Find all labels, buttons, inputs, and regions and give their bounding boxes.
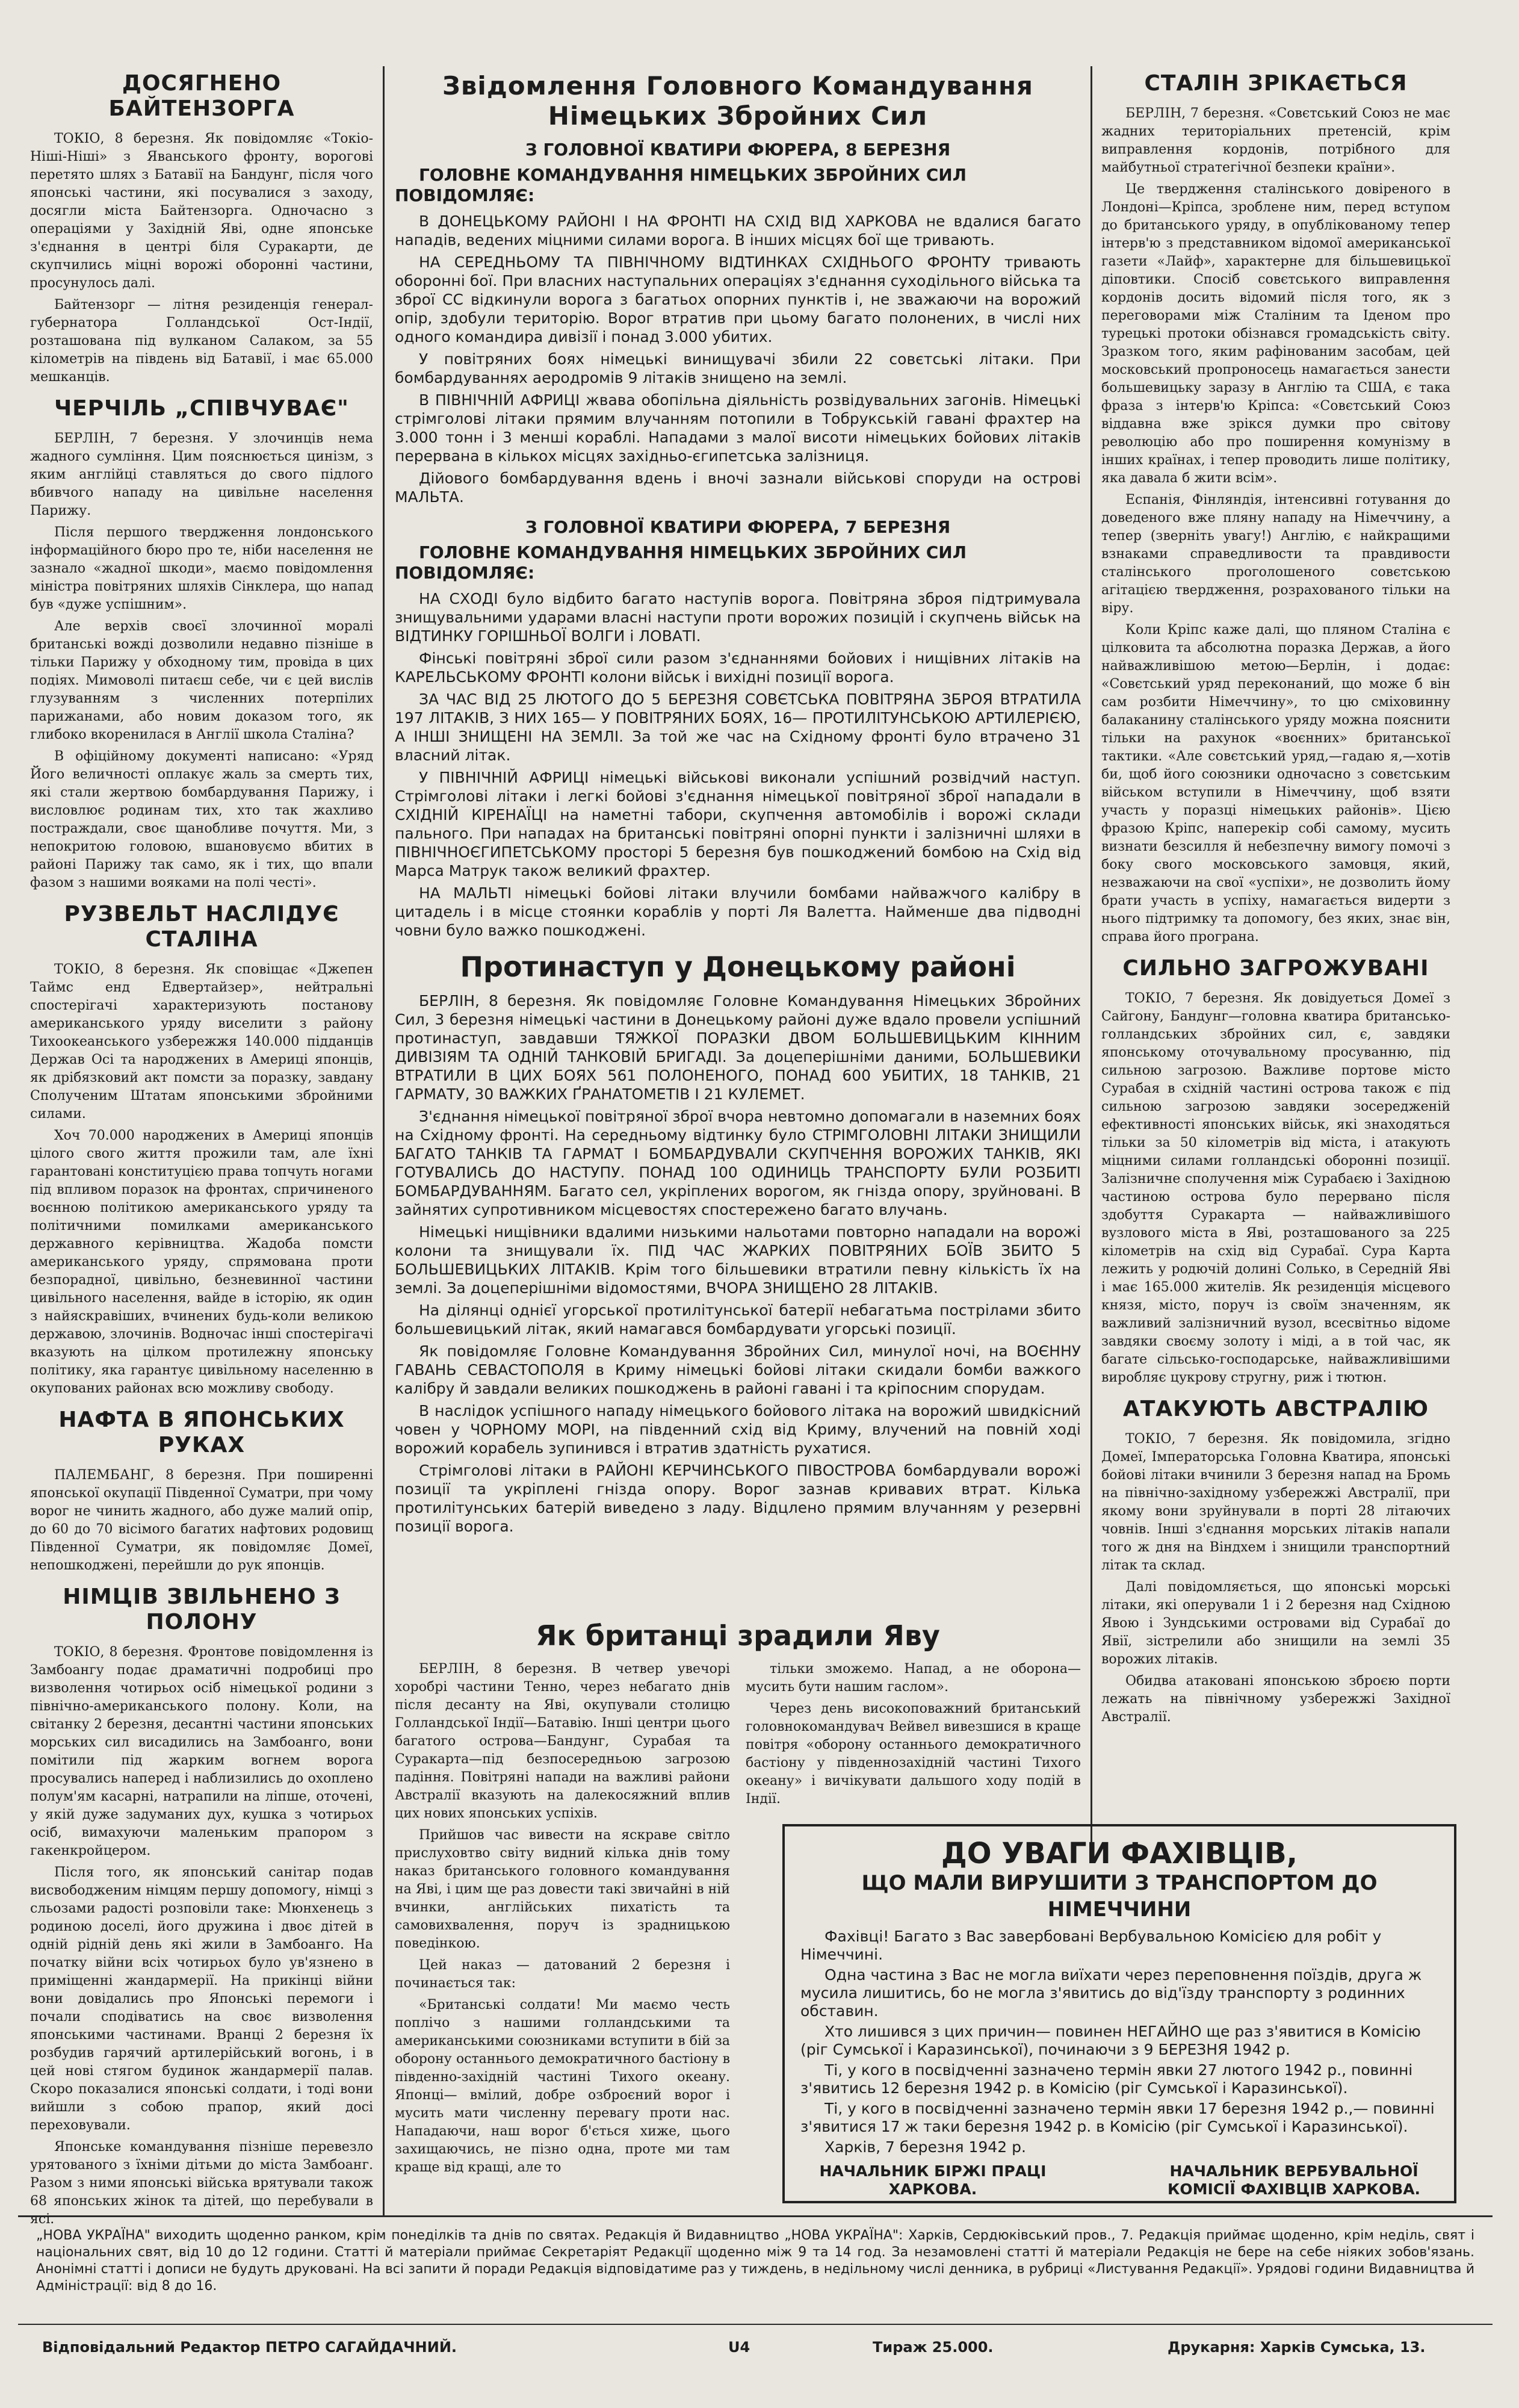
article-text: Цей наказ — датований 2 березня і починається так: [395, 1958, 730, 1991]
article-text: Еспанія, Фінляндія, інтенсивні готування до доведеного вже пляну нападу на Німеччину, а тепер (зверніть увагу!) Англію, є найкращими взнаками справедливости та правдивости сталінського проголошеного совєтською агітацією твердження, розрахованого тільки на віру. [1101, 492, 1450, 616]
right-column [1101, 71, 1450, 1835]
circulation: Тираж 25.000. [873, 2339, 994, 2356]
article-text: Японське командування пізніше перевезло урятованого з їхніми дітьми до міста Замбоанг. Разом з ними японські війська врятували також 68 японських жінок та дітей, що перебували в ясі. [30, 2140, 373, 2227]
dateline-8-march: З ГОЛОВНОЇ КВАТИРИ ФЮРЕРА, 8 БЕРЕЗНЯ [525, 140, 951, 160]
headline-oil: НАФТА В ЯПОНСЬКИХ РУКАХ [58, 1407, 345, 1457]
article-text: ТОКІО, 8 березня. Як сповіщає «Джепен Таймс енд Едвертайзер», нейтральні спостерігачі характеризують постанову американського уряду виселити з району Тихоокеанського узбережжя 140.000 підданців Держав Осі та народжених в Америці японців, як дрібязковий акт помсти за поразку, завдану Сполученим Штатам японськими збройними силами. [30, 962, 373, 1122]
communique-text: ЗА ЧАС ВІД 25 ЛЮТОГО ДО 5 БЕРЕЗНЯ СОВЄТСЬКА ПОВІТРЯНА ЗБРОЯ ВТРАТИЛА 197 ЛІТАКІВ, З НИХ 165— У ПОВІТРЯНИХ БОЯХ, 16— ПРОТИЛІТУНСЬКОЮ АРТИЛЕРІЄЮ, А ІНШІ ЗНИЩЕНІ НА ЗЕМЛІ. За той же час на Східному фронті було втрачено 31 власний літак. [395, 690, 1081, 764]
article-text: ТОКІО, 8 березня. Як повідомляє «Токіо-Ніші-Ніші» з Яванського фронту, ворогові перетято шлях з Батавії на Бандунг, після чого японські частини, які посувалися з заходу, досягли міста Байтензорга. Одночасно з операціями у Західній Яві, одне японське з'єднання в центрі біля Суракарти, де скупчились міцні ворожі оборонні частини, просунулось далі. [30, 131, 373, 291]
article-text: Німецькі нищівники вдалими низькими нальотами повторно нападали на ворожі колони та знищували їх. ПІД ЧАС ЖАРКИХ ПОВІТРЯНИХ БОЇВ ЗБИТО 5 БОЛЬШЕВИЦЬКИХ ЛІТАКІВ. Крім того більшевики втратили певну кількість їх на землі. За доцеперішніми відомостями, ВЧОРА ЗНИЩЕНО 28 ЛІТАКІВ. [395, 1223, 1081, 1297]
article-text: ТОКІО, 7 березня. Як довідуеться Домеї з Сайгону, Бандунг—головна кватира британсько-голландських збройних сил, є, завдяки японському оточувальному просуванню, під сильною загрозою. Важливе портове місто Сурабая в східній частині острова також є під сильною загрозою завдяки зосередженій ефективності японських військ, які знаходяться тільки за 50 кілометрів від міста, і атакують міцними силами голландські оборонні позиції. Залізничне сполучення між Сурабаєю і Західною частиною острова було перервано після здобуття Суракарта — найважливішого вузлового міста в Яві, розташованого за 225 кілометрів на схід від Сурабаї. Сура Карта лежить у родючій долині Солько, в Середній Яві і має 165.000 жителів. Як резиденція місцевого князя, місто, поруч із своїм значенням, як важливий залізничний вузол, всесвітньо відоме завдяки своєму золоту і міді, а в той час, як багате сільсько-господарське, найважливішими виробляє цукрову стругну, риж і тютюн. [1101, 991, 1450, 1385]
article-text: В наслідок успішного нападу німецького бойового літака на ворожий швидкісний човен у ЧОРНОМУ МОРІ, на південний схід від Криму, влучений на повній ході ворожий корабель зупинився і втратив здатність рухатися. [395, 1402, 1081, 1457]
article-text: «Британські солдати! Ми маємо честь поплічо з нашими голландськими та американськими союзниками вступити в бій за оборону останнього демократичного бастіону в південно-західній частині Тихого океану. Японці— вмілий, добре озброєний ворог і мусить мати численну перевагу проти нас. Нападаючи, наш ворог б'ється хиже, цього захищаючись, не пізно одна, проте ми там краще від кращі, але то [395, 1997, 730, 2175]
article-text: Байтензорг — літня резиденція генерал-губернатора Голландської Ост-Індії, розташована під вулканом Салаком, за 55 кілометрів на південь від Батавії, і має 65.000 мешканців. [30, 297, 373, 385]
dateline-7-march: З ГОЛОВНОЇ КВАТИРИ ФЮРЕРА, 7 БЕРЕЗНЯ [525, 517, 951, 537]
article-text: Хоч 70.000 народжених в Америці японців цілого свого життя прожили там, але їхні гарантовані конституцією права топчуть ногами під впливом поразок на фронтах, спричиненого воєнною політикою американського уряду та політичними помилками американського державного керівництва. Жадоба помсти американського уряду, спрямована проти безпорадної, цивільно, безневинної частини цивільного населення, вайде в історію, як один з найяскравіших, вчинених будь-коли великою державою, злочинів. Водночас інші спостерігачі вказують на цілком протилежну японську політику, яка гарантує цивільному населенню в окупованих районах всю можливу свободу. [30, 1128, 373, 1396]
headline-threatened: СИЛЬНО ЗАГРОЖУВАНІ [1122, 956, 1429, 981]
article-text: ПАЛЕМБАНГ, 8 березня. При поширенні японської окупації Південної Суматри, при чому ворог не чинить жадного, або дуже малий опір, до 60 до 70 вісімого багатих нафтових родовищ Південної Суматри, як повідомляє Домеї, непошкоджені, перейшли до рук японців. [30, 1468, 373, 1573]
communique-text: Дійового бомбардування вдень і вночі зазнали військові споруди на острові МАЛЬТА. [395, 470, 1081, 506]
notice-date: Харків, 7 березня 1942 р. [824, 2138, 1026, 2156]
headline-java: Як британці зрадили Яву [536, 1619, 940, 1652]
notice-text: Одна частина з Вас не могла виїхати через переповнення поїздів, друга ж мусила лишитись, бо не могла з'явитись до від'їзду транспорту з родинних обставин. [800, 1966, 1422, 2020]
column-rule-right [1091, 66, 1092, 1842]
left-column [30, 71, 373, 2227]
article-text: Стрімголові літаки в РАЙОНІ КЕРЧИНСЬКОГО ПІВОСТРОВА бомбардували ворожі позиції та укріплені гнізда опору. Ворог зазнав кривавих втрат. Кілька протилітунських батерій виведено з ладу. Відцлено прямим влучанням у резервні позиції ворога. [395, 1462, 1081, 1535]
communique-text: У ПІВНІЧНІЙ АФРИЦІ німецькі військові виконали успішний розвідчий наступ. Стрімголові літаки і легкі бойові з'єднання німецької повітряної зброї нападали в СХІДНІЙ КІРЕНАЇЦІ на наметні табори, скупчення автомобілів і ворожі склади пального. При нападах на британські повітряні опорні пункти і залізничні шляхи в ПІВНІЧНОЄГИПЕТСЬКОМУ просторі 5 березня був пошкоджений бомбою на Схід від Марса Матрук також великий фрахтер. [395, 769, 1081, 880]
article-text: Обидва атаковані японською зброєю порти лежать на північному узбережжі Західної Австралії. [1101, 1674, 1450, 1725]
notice-text: Хто лишився з цих причин— повинен НЕГАЙНО ще раз з'явитися в Комісію (ріг Сумської і Каразинської), починаючи з 9 БЕРЕЗНЯ 1942 р. [800, 2023, 1421, 2058]
article-text: БЕРЛІН, 8 березня. В четвер увечорі хоробрі частини Тенно, через небагато днів після десанту на Яві, окупували столицю Голландської Індії—Батавію. Інші центри цього багатого острова—Бандунг, Сурабая та Суракарта—під безпосередньою загрозою падіння. Повітряні напади на важливі райони Австралії вказують на далекосяжний вплив цих нових японських успіхів. [395, 1662, 730, 1821]
article-text: Як повідомляє Головне Командування Збройних Сил, минулої ночі, на ВОЄННУ ГАВАНЬ СЕВАСТОПОЛЯ в Криму німецькі бойові літаки скидали бомби важкого калібру й завдали великих пошкоджень в районі гавані і та кріпосним спорудам. [395, 1342, 1081, 1397]
article-text: З'єднання німецької повітряної зброї вчора невтомно допомагали в наземних боях на Східному фронті. На середньому відтинку було СТРІМГОЛОВНІ ЛІТАКИ ЗНИЩИЛИ БАГАТО ТАНКІВ ТА ГАРМАТ І БОМБАРДУВАЛИ СКУПЧЕННЯ ВОРОЖИХ ТАНКІВ, ЯКІ ГОТУВАЛИСЬ ДО НАСТУПУ. ПОНАД 100 ОДИНИЦЬ ТРАНСПОРТУ БУЛИ РОЗБИТІ БОМБАРДУВАННЯМ. Багато сел, укріплених ворогом, як гнізда опору, зруйновані. В зайнятих супротивником місцевостях спостережено багато влучань. [395, 1108, 1081, 1218]
notice-subtitle: ЩО МАЛИ ВИРУШИТИ З ТРАНСПОРТОМ ДО НІМЕЧЧИНИ [861, 1871, 1378, 1922]
notice-box [782, 1824, 1456, 2203]
notice-title: ДО УВАГИ ФАХІВЦІВ, [941, 1837, 1298, 1870]
article-text: БЕРЛІН, 8 березня. Як повідомляє Головне Командування Німецьких Збройних Сил, 3 березня німецькі частини в Донецькому районі дуже вдало провели успішний протинаступ, завдавши ТЯЖКОЇ ПОРАЗКИ ДВОМ БОЛЬШЕВИЦЬКИМ КІННИМ ДИВІЗІЯМ ТА ОДНІЙ ТАНКОВІЙ БРИГАДІ. За доцеперішніми даними, БОЛЬШЕВИКИ ВТРАТИЛИ В ЦИХ БОЯХ 561 ПОЛОНЕНОГО, ПОНАД 600 УБИТИХ, 18 ТАНКІВ, 21 ГАРМАТУ, 30 ВАЖКИХ ҐРАНАТОМЕТІВ І 21 КУЛЕМЕТ. [395, 992, 1081, 1103]
article-text: БЕРЛІН, 7 березня. «Совєтський Союз не має жадних територіальних претенсій, крім виправлення кордонів, потрібного для майбутньої стратегічної безпеки країни». [1101, 106, 1450, 175]
communique-text: НА СХОДІ було відбито багато наступів ворога. Повітряна зброя підтримувала знищувальними ударами власні наступи проти ворожих позицій і скупчень військ на ВІДТИНКУ ГОРІШНЬОЇ ВОЛГИ і ЛОВАТІ. [395, 590, 1081, 645]
issue-number: U4 [728, 2339, 750, 2356]
article-text: Прийшов час вивести на яскраве світло прислуховтво світу видний кілька днів тому наказ британського головного командування на Яві, і цим ще раз довести такі звичайні в ній вчинки, англійських пихатість та самовихвалення, поруч із зрадницькою поведінкою. [395, 1828, 730, 1951]
article-text: Після того, як японський санітар подав висвободженим німцям першу допомогу, німці з сльозами радості розповіли таке: Мюнхенець з родиною доселі, його дружина і двоє дітей в одній рідній день які жили в Замбоанго. На початку війни всіх чотирьох було ув'язнено в приміщенні жандармерії. На прикінці війни вони довідались про Японські перемоги і почали сподіватись на своє визволення японськими частинами. Вранці 2 березня їх розбудив гарячий артилерійський вогонь, і в цей нові стягом будинок жандармерії палав. Скоро показалися японські солдати, і тоді вони вийшли з собою прапор, який досі переховували. [30, 1865, 373, 2133]
notice-text: Ті, у кого в посвідченні зазначено термін явки 17 березня 1942 р.,— повинні з'явитися 17 ж таки березня 1942 р. в Комісію (ріг Сумської і Каразинської). [800, 2100, 1435, 2135]
bottom-rule [18, 2324, 1493, 2325]
article-text: Коли Кріпс каже далі, що пляном Сталіна є цілковита та абсолютна поразка Держав, а його найважливішою метою—Берлін, і додає: «Совєтський уряд переконаний, що може б він сам розбити Німеччину», то цю сміховинну балаканину сталінського уряду можна пояснити тільки на рахунок «воєнних» британської тактики. «Але совєтський уряд,—гадаю я,—хотів би, щоб його союзники одночасно з совєтським військом вступили в Німеччину, щоб взяти участь у поразці німецьких районів». Цією фразою Кріпс, наперекір собі самому, мусить визнати безсилля й небезпечну вимогу помочі з боку свого московського замовця, який, незважаючи на свої «успіхи», не дозволить йому брати участь в успіху, намагається видерти з нього підтримку та допомогу, без яких, знає він, справа його програна. [1101, 622, 1450, 945]
article-text: Але верхів своєї злочинної моралі британські вожді дозволили недавно пізніше в тільки Парижу у обходному тим, провіда в цих подіях. Мимоволі питаєш себе, чи є цей вислів глузуванням з численних потерпілих парижанами, або новим доказом того, як глибоко вкоренилася в Англії школа Сталіна? [30, 619, 373, 742]
column-rule-left [383, 66, 385, 2215]
headline-donetsk: Протинаступ у Донецькому районі [460, 951, 1016, 983]
article-text: Після першого твердження лондонського інформаційного бюро про те, ніби населення не зазнало «жадної шкоди», маємо повідомлення міністра повітряних шляхів Сінклера, що напад був «дуже успішним». [30, 525, 373, 612]
notice-text: Ті, у кого в посвідченні зазначено термін явки 27 лютого 1942 р., повинні з'явитись 12 березня 1942 р. в Комісію (ріг Сумської і Каразинської). [800, 2061, 1413, 2097]
communique-text: У повітряних боях німецькі винищувачі збили 22 совєтські літаки. При бомбардуваннях аеродромів 9 літаків знищено на землі. [395, 350, 1081, 386]
article-text: Це твердження сталінського довіреного в Лондоні—Кріпса, зроблене ним, перед вступом до британського уряду, в опублікованому тепер інтерв'ю з представником відомої американської газети «Лайф», характерне для більшевицької діповтики. Спосіб совєтського виправлення кордонів досить відомий після того, як з переговорами між Сталіним та Іденом про турецькі протоки обізнався громадськість світу. Зразком того, яким рафінованим засобам, цей московський пропроносець намагається занести большевицьку заразу в Англію та США, є така фраза з інтерв'ю Кріпса: «Совєтський Союз віддавна вже зрікся думки про світову революцію або про поширення комунізму в інших країнах, і тепер проводить лише політику, яка давала б жити всім». [1101, 182, 1450, 486]
headline-bayten: ДОСЯГНЕНО БАЙТЕНЗОРГА [108, 71, 295, 121]
printer-line: Друкарня: Харків Сумська, 13. [1168, 2339, 1426, 2356]
article-text: БЕРЛІН, 7 березня. У злочинців нема жадного сумління. Цим пояснюється цинізм, з яким англійці ставляться до свого підлого вбивчого нападу на цивільне населення Парижу. [30, 431, 373, 518]
lead-command: ГОЛОВНЕ КОМАНДУВАННЯ НІМЕЦЬКИХ ЗБРОЙНИХ СИЛ ПОВІДОМЛЯЄ: [395, 165, 967, 205]
article-text: Далі повідомляється, що японські морські літаки, які оперували 1 і 2 березня над Східною Явою і Зундськими островами від Сурабаї до Явії, зістрелили або знищили на землі 35 ворожих літаків. [1101, 1580, 1450, 1667]
article-text: На ділянці однієї угорської протилітунської батерії небагатьма пострілами збито большевицький літак, який намагався бомбардувати угорські позиції. [395, 1302, 1081, 1338]
article-text: ТОКІО, 7 березня. Як повідомила, згідно Домеї, Імператорська Головна Кватира, японські бойові літаки вчинили 3 березня напад на Бромь на північно-західному узбережжі Австралії, при якому вони зруйнували в порті 28 літаючих човнів. Інші з'єднання морських літаків напали того ж дня на Віндхем і знищили транспортний літак та склад. [1101, 1432, 1450, 1573]
communique-text: НА МАЛЬТІ німецькі бойові літаки влучили бомбами найважчого калібру в цитадель і в місце стоянки кораблів у порті Ля Валетта. Найменше два підводні човни було важко пошкоджені. [395, 884, 1081, 939]
article-text: тільки зможемо. Напад, а не оборона—мусить бути нашим гаслом». [746, 1662, 1081, 1695]
headline-churchill: ЧЕРЧІЛЬ „СПІВЧУВАЄ" [54, 396, 349, 421]
headline-stalin: СТАЛІН ЗРІКАЄТЬСЯ [1144, 71, 1408, 96]
java-col-1 [395, 1660, 730, 2180]
signature-labor-exchange: НАЧАЛЬНИК БІРЖІ ПРАЦІ ХАРКОВА. [819, 2162, 1047, 2198]
publisher-info: „НОВА УКРАЇНА" виходить щоденно ранком, крім понеділків та днів по святах. Редакція й Видавництво „НОВА УКРАЇНА": Харків, Сердюківський пров., 7. Редакція приймає щоденно, крім неділь, свят і національних свят, від 10 до 12 години. Статті й матеріали приймає Секретаріят Редакції щоденно між 9 та 14 год. За незамовлені статті й матеріали Редакція не бере на себе ніяких зобов'язань. Анонімні статті і дописи не будуть друковані. На всі запити й поради Редакція відповідатиме раз у тиждень, в недільному числі денника, в рубриці «Листування Редакції». Урядові години Видавництва й Адміністрації: від 8 до 16. [36, 2228, 1474, 2294]
headline-germans-freed: НІМЦІВ ЗВІЛЬНЕНО З ПОЛОНУ [63, 1584, 341, 1634]
headline-australia: АТАКУЮТЬ АВСТРАЛІЮ [1122, 1397, 1429, 1421]
communique-text: В ДОНЕЦЬКОМУ РАЙОНІ І НА ФРОНТІ НА СХІД ВІД ХАРКОВА не вдалися багато нападів, ведених міцними силами ворога. В інших місцях бої ще тривають. [395, 213, 1081, 249]
article-text: Через день високоповажний британський головнокомандувач Вейвел вивезшися в краще повітря «оборону останнього демократичного бастіону у південнозахідній частині Тихого океану» і вичікувати дальшого ходу подій в Індії. [746, 1701, 1081, 1807]
article-text: ТОКІО, 8 березня. Фронтове повідомлення із Замбоангу подає драматичні подробиці про визволення чотирьох осіб німецької родини з північно-американського полону. Коли, на світанку 2 березня, десантні частини японських морських сил висадились на Замбоанго, вони помітили під жарким вогнем ворога просувались наперед і наблизились до охоплено полум'ям касарні, натрапили на ліпше, оточені, у якій дуже задуманих дух, кушка з чотирьох осіб, вимахуючи маленьким прапором з гакенкройцером. [30, 1645, 373, 1858]
communique-text: В ПІВНІЧНІЙ АФРИЦІ жвава обопільна діяльність розвідувальних загонів. Німецькі стрімголові літаки прямим влучанням потопили в Тобрукській гавані фрахтер на 3.000 тонн і 3 менші кораблі. Нападами з малої висоти німецьких бойових літаків перервана в кількох місцях західньо-єгипетська залізниця. [395, 391, 1081, 465]
editor-line: Відповідальний Редактор ПЕТРО САГАЙДАЧНИЙ. [42, 2339, 457, 2356]
lead-command-2: ГОЛОВНЕ КОМАНДУВАННЯ НІМЕЦЬКИХ ЗБРОЙНИХ СИЛ ПОВІДОМЛЯЄ: [395, 542, 967, 583]
headline-roosevelt: РУЗВЕЛЬТ НАСЛІДУЄ СТАЛІНА [64, 902, 339, 952]
article-text: В офіційному документі написано: «Уряд Його величності оплакує жаль за смерть тих, які стали жертвою бомбардування Парижу, і висловлює родинам тих, хто так жахливо постраждали, своє щанобливе почуття. Ми, з непокритою головою, вшановуємо вбитих в районі Парижу так само, як і тих, що впали фазом з нашими вояками на полі честі». [30, 749, 373, 890]
communique-text: НА СЕРЕДНЬОМУ ТА ПІВНІЧНОМУ ВІДТИНКАХ СХІДНЬОГО ФРОНТУ тривають оборонні бої. При власних наступальних операціях з'єднання суходільного війська та зброї СС відкинули ворога з багатьох опорних пунктів і, не зважаючи на ворожий опір, здобули територію. Ворог втратив при цьому багато полонених, в числі них одного командира дивізії і понад 3.000 убитих. [395, 253, 1081, 346]
notice-signatures [800, 2162, 1438, 2199]
headline-communique: Звідомлення Головного Командування Німецьких Збройних Сил [442, 71, 1033, 131]
communique-text: Фінські повітряні зброї сили разом з'єднаннями бойових і нищівних літаків на КАРЕЛЬСЬКОМУ ФРОНТІ колони військ і вихідні позиції ворога. [395, 650, 1081, 686]
notice-text: Фахівці! Багато з Вас завербовані Вербувальною Комісією для робіт у Німеччині. [800, 1928, 1382, 1963]
signature-recruitment: НАЧАЛЬНИК ВЕРБУВАЛЬНОЇ КОМІСІЇ ФАХІВЦІВ ХАРКОВА. [1167, 2162, 1421, 2198]
